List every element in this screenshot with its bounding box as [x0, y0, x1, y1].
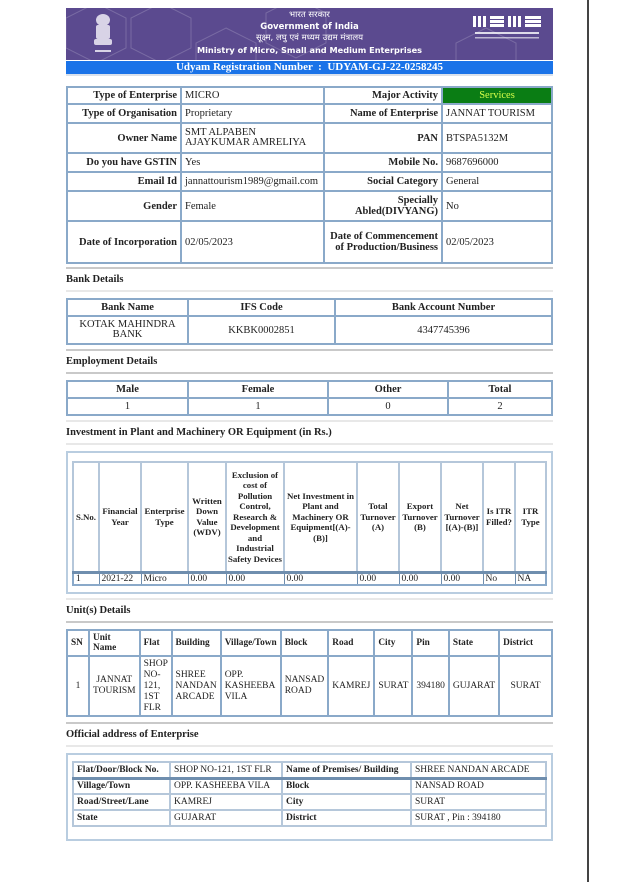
state-label: State	[73, 810, 170, 826]
unit-district: SURAT	[499, 656, 552, 716]
block-label: Block	[282, 778, 411, 794]
road-value: KAMREJ	[170, 794, 282, 810]
unit-pin-header: Pin	[412, 630, 449, 656]
ifs-code-value: KKBK0002851	[188, 316, 335, 344]
bank-details-table	[66, 298, 553, 345]
investment-financial-year: 2021-22	[99, 572, 141, 585]
udyam-certificate	[66, 8, 553, 841]
net-turnover-header: Net Turnover [(A)-(B)]	[441, 462, 483, 572]
investment-title: Investment in Plant and Machinery OR Equipment (in Rs.)	[66, 427, 332, 438]
enterprise-name-value: JANNAT TOURISM	[442, 104, 552, 123]
pan-value: BTSPA5132M	[442, 123, 552, 153]
wdv-header: Written Down Value (WDV)	[188, 462, 226, 572]
email-label: Email Id	[67, 172, 181, 191]
account-number-value: 4347745396	[335, 316, 552, 344]
account-number-header: Bank Account Number	[335, 299, 552, 316]
investment-itr-type: NA	[515, 572, 546, 585]
divyang-label: Specially Abled(DIVYANG)	[324, 191, 442, 221]
premises-label: Name of Premises/ Building	[282, 762, 411, 778]
investment-export-turnover: 0.00	[399, 572, 441, 585]
official-address-title: Official address of Enterprise	[66, 729, 199, 740]
total-turnover-header: Total Turnover (A)	[357, 462, 399, 572]
employment-details-title: Employment Details	[66, 356, 158, 367]
owner-name-label: Owner Name	[67, 123, 181, 153]
bank-name-value: KOTAK MAHINDRA BANK	[67, 316, 188, 344]
sno-header: S.No.	[73, 462, 99, 572]
net-investment-header: Net Investment in Plant and Machinery OR Equipment[(A)-(B)]	[284, 462, 357, 572]
ifs-code-header: IFS Code	[188, 299, 335, 316]
unit-building-header: Building	[172, 630, 221, 656]
investment-wdv: 0.00	[188, 572, 226, 585]
unit-pin: 394180	[412, 656, 449, 716]
mobile-value: 9687696000	[442, 153, 552, 172]
employment-details-table	[66, 380, 553, 416]
unit-village: OPP. KASHEEBA VILA	[221, 656, 281, 716]
itr-type-header: ITR Type	[515, 462, 546, 572]
flat-label: Flat/Door/Block No.	[73, 762, 170, 778]
ministry-header	[66, 8, 553, 60]
investment-net-turnover: 0.00	[441, 572, 483, 585]
pan-label: PAN	[324, 123, 442, 153]
investment-net: 0.00	[284, 572, 357, 585]
major-activity-value: Services	[442, 87, 552, 104]
investment-table	[72, 461, 547, 586]
divyang-value: No	[442, 191, 552, 221]
exclusion-cost-header: Exclusion of cost of Pollution Control, Research & Development and Industrial Safety Devices	[226, 462, 284, 572]
mobile-label: Mobile No.	[324, 153, 442, 172]
unit-building: SHREE NANDAN ARCADE	[172, 656, 221, 716]
type-of-enterprise-label: Type of Enterprise	[67, 87, 181, 104]
header-hindi-gov: भारत सरकार	[289, 10, 330, 20]
owner-name-value: SMT ALPABEN AJAYKUMAR AMRELIYA	[181, 123, 324, 153]
bank-name-header: Bank Name	[67, 299, 188, 316]
investment-sno: 1	[73, 572, 99, 585]
itr-filled-header: Is ITR Filled?	[483, 462, 515, 572]
village-label: Village/Town	[73, 778, 170, 794]
enterprise-name-label: Name of Enterprise	[324, 104, 442, 123]
unit-district-header: District	[499, 630, 552, 656]
unit-flat-header: Flat	[140, 630, 172, 656]
investment-enterprise-type: Micro	[141, 572, 188, 585]
registration-label: Udyam Registration Number	[175, 61, 313, 73]
unit-state: GUJARAT	[449, 656, 499, 716]
unit-state-header: State	[449, 630, 499, 656]
registration-number-bar: Udyam Registration Number : UDYAM-GJ-22-0258245	[66, 61, 553, 74]
unit-block: NANSAD ROAD	[281, 656, 329, 716]
male-count: 1	[67, 398, 188, 415]
gstin-value: Yes	[181, 153, 324, 172]
financial-year-header: Financial Year	[99, 462, 141, 572]
gender-label: Gender	[67, 191, 181, 221]
social-category-label: Social Category	[324, 172, 442, 191]
unit-road-header: Road	[328, 630, 374, 656]
female-header: Female	[188, 381, 328, 398]
incorporation-date-value: 02/05/2023	[181, 221, 324, 263]
type-of-enterprise-value: MICRO	[181, 87, 324, 104]
enterprise-details-table	[66, 86, 553, 264]
unit-details-table	[66, 629, 553, 717]
header-gov: Government of India	[260, 21, 359, 32]
unit-sn-header: SN	[67, 630, 89, 656]
premises-value: SHREE NANDAN ARCADE	[411, 762, 546, 778]
email-value: jannattourism1989@gmail.com	[181, 172, 324, 191]
type-of-organisation-value: Proprietary	[181, 104, 324, 123]
other-header: Other	[328, 381, 448, 398]
gender-value: Female	[181, 191, 324, 221]
investment-itr-filled: No	[483, 572, 515, 585]
type-of-organisation-label: Type of Organisation	[67, 104, 181, 123]
major-activity-label: Major Activity	[324, 87, 442, 104]
unit-village-header: Village/Town	[221, 630, 281, 656]
other-count: 0	[328, 398, 448, 415]
block-value: NANSAD ROAD	[411, 778, 546, 794]
unit-road: KAMREJ	[328, 656, 374, 716]
export-turnover-header: Export Turnover (B)	[399, 462, 441, 572]
page-edge-divider	[587, 0, 589, 882]
unit-name-header: Unit Name	[89, 630, 140, 656]
flat-value: SHOP NO-121, 1ST FLR	[170, 762, 282, 778]
commencement-date-value: 02/05/2023	[442, 221, 552, 263]
header-ministry: Ministry of Micro, Small and Medium Enterprises	[196, 44, 423, 55]
incorporation-date-label: Date of Incorporation	[67, 221, 181, 263]
district-value: SURAT , Pin : 394180	[411, 810, 546, 826]
unit-city-header: City	[374, 630, 412, 656]
official-address-table	[72, 761, 547, 827]
gstin-label: Do you have GSTIN	[67, 153, 181, 172]
registration-number: UDYAM-GJ-22-0258245	[327, 61, 444, 73]
investment-box	[66, 451, 553, 594]
male-header: Male	[67, 381, 188, 398]
official-address-box	[66, 753, 553, 841]
unit-name: JANNAT TOURISM	[89, 656, 140, 716]
unit-details-title: Unit(s) Details	[66, 605, 131, 616]
total-count: 2	[448, 398, 552, 415]
city-value: SURAT	[411, 794, 546, 810]
district-label: District	[282, 810, 411, 826]
female-count: 1	[188, 398, 328, 415]
road-label: Road/Street/Lane	[73, 794, 170, 810]
bank-details-title: Bank Details	[66, 274, 124, 285]
village-value: OPP. KASHEEBA VILA	[170, 778, 282, 794]
unit-block-header: Block	[281, 630, 329, 656]
unit-city: SURAT	[374, 656, 412, 716]
social-category-value: General	[442, 172, 552, 191]
commencement-date-label: Date of Commencement of Production/Business	[324, 221, 442, 263]
investment-exclusion: 0.00	[226, 572, 284, 585]
state-value: GUJARAT	[170, 810, 282, 826]
total-header: Total	[448, 381, 552, 398]
investment-total-turnover: 0.00	[357, 572, 399, 585]
unit-flat: SHOP NO-121, 1ST FLR	[140, 656, 172, 716]
header-hindi-ministry: सूक्ष्म, लघु एवं मध्यम उद्यम मंत्रालय	[255, 33, 364, 43]
city-label: City	[282, 794, 411, 810]
unit-sn: 1	[67, 656, 89, 716]
enterprise-type-header: Enterprise Type	[141, 462, 188, 572]
msme-logo-icon	[471, 14, 545, 48]
